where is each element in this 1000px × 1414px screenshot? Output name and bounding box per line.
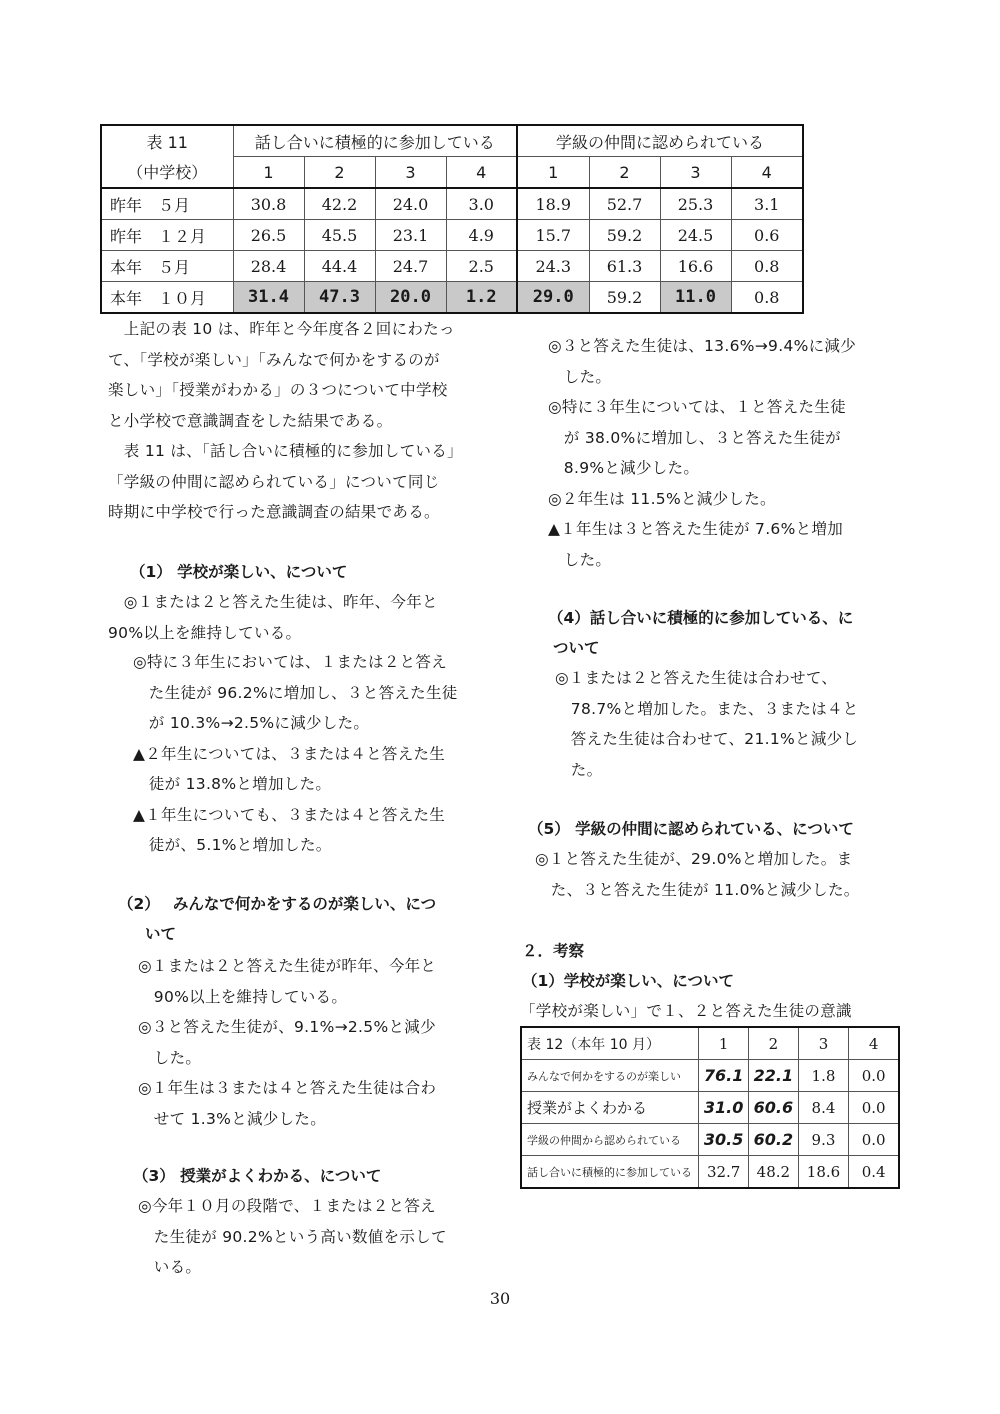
table11-col-header: 3 [660,157,731,189]
table-row [101,251,803,282]
section1-body [108,587,498,648]
table-cell: 0.6 [731,220,803,251]
table-cell: 0.0 [849,1060,899,1092]
section2-heading: （2） みんなで何かをするのが楽しい、につ [118,895,437,913]
text-line: 楽しい」「授業がわかる」の３つについて中学校 [108,381,448,399]
table11-col-header: 4 [446,157,517,189]
table-cell: 60.6 [749,1092,799,1124]
intro-paragraph [108,314,498,528]
row-label: 本年 １０月 [101,282,233,314]
table-cell: 26.5 [233,220,304,251]
table-cell: 0.8 [731,251,803,282]
table-cell: 8.4 [798,1092,849,1124]
text-line: した。 [548,367,612,386]
text-line: 表 11 は、「話し合いに積極的に参加している」 [108,442,463,460]
text-line: 時期に中学校で行った意識調査の結果である。 [108,503,440,521]
table11-col-header: 1 [517,157,589,189]
table-cell: 18.6 [798,1156,849,1189]
row-label: 授業がよくわかる [521,1092,699,1124]
section4-heading-cont: ついて [553,639,600,657]
table-cell: 47.3 [304,282,375,314]
table-row [101,188,803,220]
table-cell: 24.0 [375,188,446,220]
section2-body [138,951,498,1134]
table-cell: 30.8 [233,188,304,220]
table-cell: 61.3 [589,251,660,282]
row-label: 昨年 ５月 [101,188,233,220]
table11-col-header: 4 [731,157,803,189]
table12-col-header: 3 [798,1027,849,1060]
section5-heading: （5） 学級の仲間に認められている、について [528,820,854,838]
table-row [521,1060,899,1092]
table-cell: 24.7 [375,251,446,282]
row-label: 学級の仲間から認められている [521,1124,699,1156]
text-line: て、「学校が楽しい」「みんなで何かをするのが [108,350,440,369]
table11-corner-title: 表 11 [101,125,233,157]
section2-heading-cont: いて [145,925,177,943]
text-line: ◎３と答えた生徒が、9.1%→2.5%と減少 [138,1018,436,1036]
row-label: みんなで何かをするのが楽しい [521,1060,699,1092]
text-line: ▲１年生は３と答えた生徒が 7.6%と増加 [548,520,844,538]
table-cell: 59.2 [589,282,660,314]
table-cell: 2.5 [446,251,517,282]
text-line: 8.9%と減少した。 [548,459,700,477]
table-cell: 42.2 [304,188,375,220]
table-cell: 44.4 [304,251,375,282]
table-cell: 9.3 [798,1124,849,1156]
table-cell: 60.2 [749,1124,799,1156]
text-line: ◎特に３年生については、１と答えた生徒 [548,398,846,416]
table-cell: 30.5 [699,1124,749,1156]
text-line: ◎２年生は 11.5%と減少した。 [548,489,776,508]
text-line: が 10.3%→2.5%に減少した。 [133,714,370,732]
table-row [101,282,803,314]
text-line: 答えた生徒は合わせて、21.1%と減少し [555,730,859,748]
page-number: 30 [489,1289,511,1308]
text-line: 90%以上を維持している。 [138,987,348,1006]
table-row [101,220,803,251]
section4-heading: （4）話し合いに積極的に参加している、に [548,609,854,627]
table-cell: 3.1 [731,188,803,220]
table-cell: 28.4 [233,251,304,282]
text-line: ◎特に３年生においては、１または２と答え [133,653,448,671]
text-line: いる。 [138,1258,202,1276]
text-line: が 38.0%に増加し、３と答えた生徒が [548,428,841,447]
text-line: 90%以上を維持している。 [108,623,302,642]
table-cell: 15.7 [517,220,589,251]
table11-col-header: 2 [589,157,660,189]
table-cell: 4.9 [446,220,517,251]
table11-col-header: 3 [375,157,446,189]
table-12 [520,1026,900,1189]
consideration-heading: ２．考察 [522,942,585,960]
table11-col-header: 2 [304,157,375,189]
table-cell: 22.1 [749,1060,799,1092]
table-cell: 32.7 [699,1156,749,1189]
table-cell: 1.8 [798,1060,849,1092]
text-line: 「学級の仲間に認められている」について同じ [108,472,440,491]
text-line: 上記の表 10 は、昨年と今年度各２回にわたっ [108,320,455,338]
row-label: 本年 ５月 [101,251,233,282]
text-line: ◎１と答えた生徒が、29.0%と増加した。ま [535,850,853,868]
table-cell: 3.0 [446,188,517,220]
table-cell: 76.1 [699,1060,749,1092]
table-cell: 0.4 [849,1156,899,1189]
table-row [521,1092,899,1124]
table-cell: 59.2 [589,220,660,251]
table-cell: 0.0 [849,1092,899,1124]
table11-group1-header: 話し合いに積極的に参加している [233,125,517,157]
text-line: ◎３と答えた生徒は、13.6%→9.4%に減少 [548,337,857,355]
table-cell: 48.2 [749,1156,799,1189]
table-row [521,1124,899,1156]
text-line: 徒が、5.1%と増加した。 [133,836,332,854]
table-cell: 1.2 [446,282,517,314]
table-cell: 31.4 [233,282,304,314]
text-line: ◎１または２と答えた生徒が昨年、今年と [138,957,437,975]
table-cell: 23.1 [375,220,446,251]
text-line: ▲２年生については、３または４と答えた生 [133,744,446,763]
text-line: した。 [138,1048,202,1067]
table-11 [100,124,804,314]
table12-col-header: 4 [849,1027,899,1060]
section1-sub-body [133,647,503,861]
table11-group2-header: 学級の仲間に認められている [517,125,803,157]
table-cell: 24.5 [660,220,731,251]
table-row [521,1156,899,1189]
table11-col-header: 1 [233,157,304,189]
section3-continued-body [548,331,908,575]
text-line: ◎１年生は３または４と答えた生徒は合わ [138,1079,437,1097]
text-line: ◎今年１０月の段階で、１または２と答え [138,1197,436,1215]
table-cell: 25.3 [660,188,731,220]
text-line: 78.7%と増加した。また、３または４と [555,699,859,718]
text-line: した。 [548,550,612,569]
section1-heading: （1） 学校が楽しい、について [130,563,348,581]
table12-corner: 表 12（本年 10 月） [521,1027,699,1060]
table-cell: 24.3 [517,251,589,282]
table-cell: 52.7 [589,188,660,220]
section3-body [138,1191,498,1283]
consideration-subheading: （1）学校が楽しい、について [522,972,734,990]
text-line: た生徒が 90.2%という高い数値を示して [138,1227,447,1246]
consideration-line: 「学校が楽しい」で１、２と答えた生徒の意識 [520,1002,852,1020]
table-cell: 20.0 [375,282,446,314]
text-line: た、３と答えた生徒が 11.0%と減少した。 [535,880,860,899]
text-line: せて 1.3%と減少した。 [138,1109,327,1128]
table12-col-header: 1 [699,1027,749,1060]
text-line: ◎１または２と答えた生徒は合わせて、 [555,669,838,687]
table-cell: 29.0 [517,282,589,314]
section5-body [535,844,905,905]
table-cell: 45.5 [304,220,375,251]
text-line: と小学校で意識調査をした結果である。 [108,411,393,430]
section4-body [555,663,905,785]
table-cell: 18.9 [517,188,589,220]
row-label: 話し合いに積極的に参加している [521,1156,699,1189]
text-line: ◎１または２と答えた生徒は、昨年、今年と [108,593,438,611]
table12-col-header: 2 [749,1027,799,1060]
table-cell: 16.6 [660,251,731,282]
table11-corner-subtitle: （中学校） [101,157,233,189]
table-cell: 0.0 [849,1124,899,1156]
text-line: ▲１年生についても、３または４と答えた生 [133,805,446,824]
text-line: た生徒が 96.2%に増加し、３と答えた生徒 [133,683,458,702]
table-cell: 31.0 [699,1092,749,1124]
row-label: 昨年 １２月 [101,220,233,251]
text-line: た。 [555,760,603,779]
table-cell: 11.0 [660,282,731,314]
section3-heading: （3） 授業がよくわかる、について [133,1167,382,1185]
text-line: 徒が 13.8%と増加した。 [133,775,332,793]
table-cell: 0.8 [731,282,803,314]
